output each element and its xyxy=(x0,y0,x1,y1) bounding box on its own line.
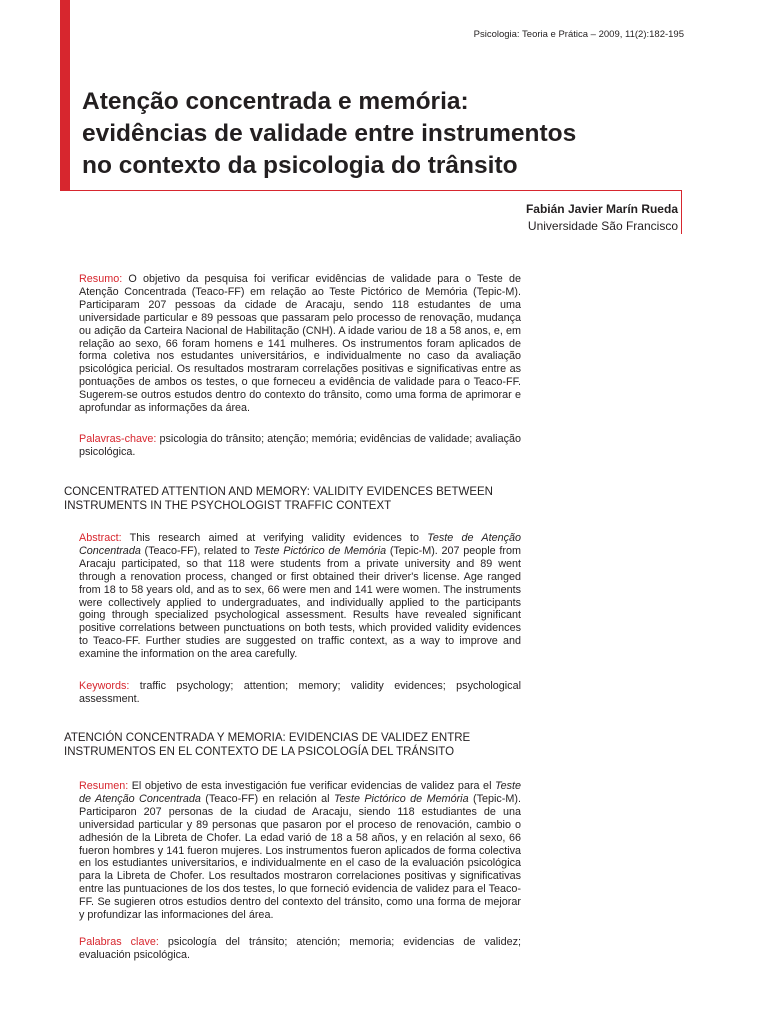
abstract-em-tepic: Teste Pictórico de Memória xyxy=(253,544,387,557)
palabras-clave-text: psicología del tránsito; atención; memoria; evidencias de validez; evaluación psicológica. xyxy=(79,936,521,961)
resumen-text-2: (Teaco-FF) en relación al xyxy=(200,792,334,805)
red-accent-bar xyxy=(60,0,70,190)
palabras-clave-label: Palabras clave: xyxy=(79,936,159,948)
resumo-label: Resumo: xyxy=(79,273,123,285)
palabras-clave-paragraph xyxy=(79,936,521,962)
palavras-chave-text: psicologia do trânsito; atenção; memória; evidências de validade; avaliação psicológica. xyxy=(79,433,521,458)
resumen-em-teaco: Teste de Atenção Concentrada xyxy=(79,780,521,805)
keywords-text: traffic psychology; attention; memory; validity evidences; psychological assessment. xyxy=(79,680,521,705)
resumen-paragraph xyxy=(79,780,521,922)
abstract-paragraph xyxy=(79,532,521,661)
title-line-2: evidências de validade entre instrumentos xyxy=(82,120,577,147)
author-block xyxy=(526,201,678,235)
resumen-text-3: (Tepic-M). Participaron 207 personas de la ciudad de Aracaju, siendo 118 estudiantes de una universidad particular y 89 personas que pasaron por el proceso de renovación, cambio o adhesión de la Libreta de Chofer. La edad varió de 18 a 58 años, y en relación al sexo, 66 fueron hombres y 141 fueron mujeres. Los instrumentos fueron aplicados de forma colectiva en los estudiantes universitarios, e individualmente en el caso de la evaluación psicológica para la Libreta de Chofer. Los resultados mostraron correlaciones positivas y significativas entre las puntuaciones de los dos testes, lo que forneció evidencia de validez para el Teaco-FF. Se sugieren otros estudios dentro del contexto del tránsito, como una forma de mejorar y profundizar las informaciones del área. xyxy=(79,792,521,922)
abstract-text-2: (Teaco-FF), related to xyxy=(140,544,254,557)
abstract-text-1: This research aimed at verifying validity evidences to xyxy=(121,532,428,544)
resumen-text-1: El objetivo de esta investigación fue verificar evidencias de validez para el xyxy=(128,780,495,792)
resumo-text: O objetivo da pesquisa foi verificar evidências de validade para o Teste de Atenção Concentrada (Teaco-FF) em relação ao Teste Pictórico de Memória (Tepic-M). Participaram 207 pessoas da cidade de Aracaju, sendo 118 estudantes de uma universidade particular e 89 pessoas que passaram pelo processo de renovação, mudança ou adição da Carteira Nacional de Habilitação (CNH). A idade variou de 18 a 58 anos, e, em relação ao sexo, 66 foram homens e 141 mulheres. Os instrumentos foram aplicados de forma coletiva nos estudantes universitários, e individualmente no caso da avaliação psicológica pericial. Os resultados mostraram correlações positivas e significativas entre as pontuações de ambos os testes, o que forneceu a evidência de validade para o Teaco-FF. Sugerem-se outros estudos dentro do contexto do trânsito, como uma forma de aprimorar e aprofundar as informações da área. xyxy=(79,273,521,415)
keywords-paragraph xyxy=(79,680,521,706)
author-affiliation: Universidade São Francisco xyxy=(527,219,678,233)
title-line-3: no contexto da psicologia do trânsito xyxy=(82,152,518,179)
english-title-heading: CONCENTRATED ATTENTION AND MEMORY: VALIDITY EVIDENCES BETWEEN INSTRUMENTS IN THE PSYCHOLOGIST TRAFFIC CONTEXT xyxy=(64,486,493,512)
author-name: Fabián Javier Marín Rueda xyxy=(525,202,678,216)
palavras-chave-label: Palavras-chave: xyxy=(79,433,157,445)
resumo-paragraph xyxy=(79,273,521,415)
abstract-label: Abstract: xyxy=(79,532,122,544)
keywords-label: Keywords: xyxy=(79,680,130,692)
article-title xyxy=(82,86,702,182)
abstract-em-teaco: Teste de Atenção Concentrada xyxy=(79,532,521,557)
resumen-em-tepic: Teste Pictórico de Memória xyxy=(333,792,469,805)
journal-header: Psicologia: Teoria e Prática – 2009, 11(2):182-195 xyxy=(473,29,684,40)
abstract-text-3: (Tepic-M). 207 people from Aracaju participated, so that 118 were students from a private university and 89 went through a renovation process, changed or first obtained their driver's license. Age ranged from 18 to 58 years old, and as to sex, 66 were men and 141 were women. The instruments were collectively applied to undergraduates, and individually applied to the participants going through specialized psychological assessment. Results have revealed significant positive correlations between punctuations on both tests, which provided validity evidences to Teaco-FF. Further studies are suggested on traffic context, as a way to improve and examine the information on the area carefully. xyxy=(79,544,521,661)
title-line-1: Atenção concentrada e memória: xyxy=(82,88,469,115)
spanish-title-heading: ATENCIÓN CONCENTRADA Y MEMORIA: EVIDENCIAS DE VALIDEZ ENTRE INSTRUMENTOS EN EL CONTEXTO DE LA PSICOLOGÍA DEL TRÁNSITO xyxy=(64,732,471,758)
resumen-label: Resumen: xyxy=(79,780,129,792)
palavras-chave-paragraph xyxy=(79,433,521,459)
